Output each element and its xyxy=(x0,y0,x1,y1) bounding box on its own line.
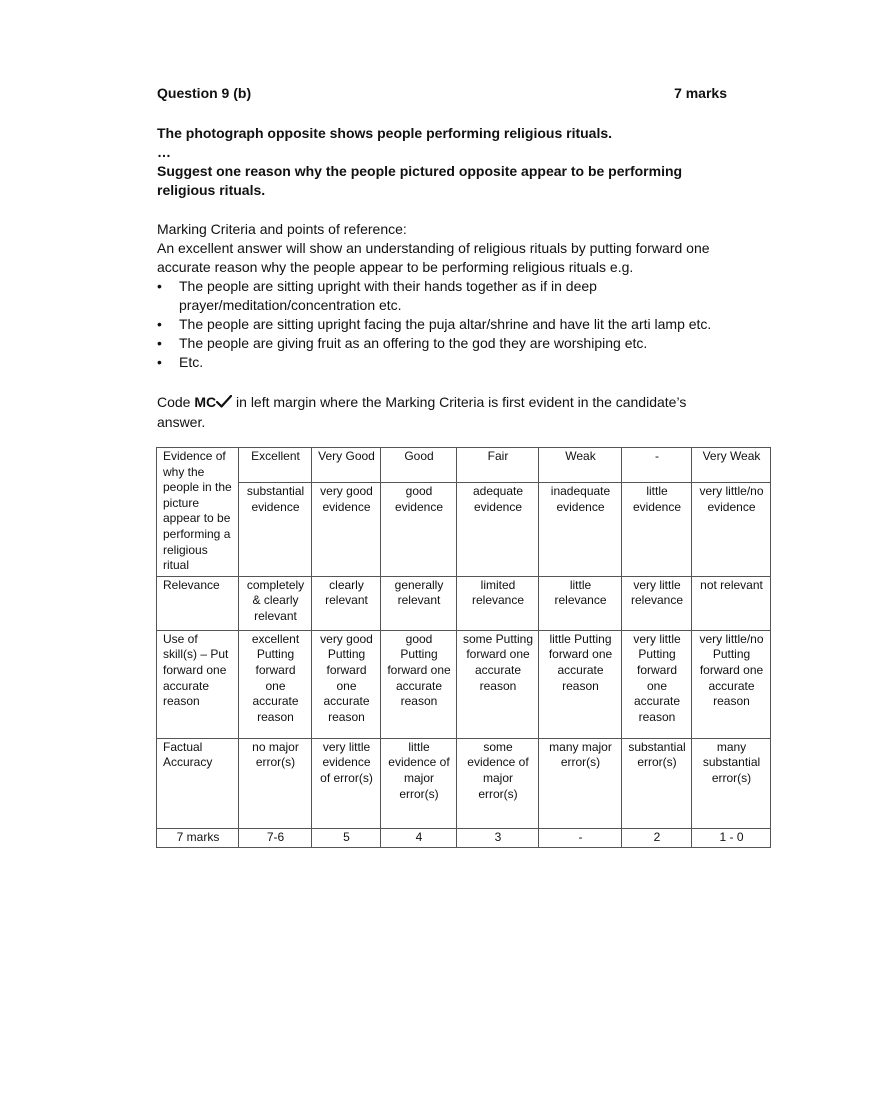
rubric-header-cell: Very Weak xyxy=(692,448,771,483)
rubric-cell: many major error(s) xyxy=(539,738,622,828)
rubric-header-cell: Excellent xyxy=(239,448,312,483)
rubric-cell: not relevant xyxy=(692,576,771,630)
rubric-cell: excellent Putting forward one accurate reason xyxy=(239,630,312,738)
rubric-cell: little Putting forward one accurate reason xyxy=(539,630,622,738)
rubric-cell: substantial error(s) xyxy=(622,738,692,828)
rubric-marks-row xyxy=(157,828,771,848)
rubric-marks-cell: 4 xyxy=(381,828,457,848)
rubric-cell: good Putting forward one accurate reason xyxy=(381,630,457,738)
marking-rubric-table xyxy=(156,447,771,848)
rubric-cell: good evidence xyxy=(381,483,457,576)
rubric-header-cell: Fair xyxy=(457,448,539,483)
question-task: Suggest one reason why the people pictured opposite appear to be performing religious rituals. xyxy=(157,163,683,198)
rubric-accuracy-row xyxy=(157,738,771,828)
rubric-cell: little evidence xyxy=(622,483,692,576)
rubric-cell: completely & clearly relevant xyxy=(239,576,312,630)
rubric-header-cell: Weak xyxy=(539,448,622,483)
rubric-relevance-row xyxy=(157,576,771,630)
criteria-point: • The people are sitting upright with their hands together as if in deep prayer/meditation/concentration etc. xyxy=(179,277,649,315)
rubric-cell: very little Putting forward one accurate reason xyxy=(622,630,692,738)
rubric-cell: little relevance xyxy=(539,576,622,630)
document-page xyxy=(157,84,747,432)
rubric-cell: inadequate evidence xyxy=(539,483,622,576)
criteria-point: • Etc. xyxy=(179,353,747,372)
criteria-intro: An excellent answer will show an understanding of religious rituals by putting forward one accurate reason why the people appear to be performing religious rituals e.g. xyxy=(157,240,710,275)
question-ellipsis: … xyxy=(157,144,171,160)
rubric-cell: very little/no evidence xyxy=(692,483,771,576)
checkmark-icon xyxy=(216,394,232,413)
rubric-cell: very little/no Putting forward one accurate reason xyxy=(692,630,771,738)
rubric-cell: very good Putting forward one accurate reason xyxy=(312,630,381,738)
code-mc: MC xyxy=(194,394,217,410)
rubric-cell: substantial evidence xyxy=(239,483,312,576)
rubric-evidence-label: Evidence of why the people in the picture appear to be performing a religious ritual xyxy=(157,448,239,577)
rubric-cell: limited relevance xyxy=(457,576,539,630)
criteria-heading: Marking Criteria and points of reference: xyxy=(157,221,407,237)
code-instruction xyxy=(157,393,717,432)
rubric-cell: some Putting forward one accurate reason xyxy=(457,630,539,738)
code-prefix: Code xyxy=(157,394,195,410)
rubric-header-cell: - xyxy=(622,448,692,483)
rubric-evidence-row xyxy=(157,483,771,576)
question-marks: 7 marks xyxy=(674,85,727,101)
rubric-row-label: Use of skill(s) – Put forward one accurate reason xyxy=(157,630,239,738)
rubric-cell: no major error(s) xyxy=(239,738,312,828)
rubric-cell: some evidence of major error(s) xyxy=(457,738,539,828)
rubric-row-label: Relevance xyxy=(157,576,239,630)
rubric-marks-cell: 1 - 0 xyxy=(692,828,771,848)
rubric-cell: very good evidence xyxy=(312,483,381,576)
rubric-cell: very little relevance xyxy=(622,576,692,630)
rubric-cell: adequate evidence xyxy=(457,483,539,576)
rubric-skills-row xyxy=(157,630,771,738)
criteria-point: • The people are giving fruit as an offering to the god they are worshiping etc. xyxy=(179,334,747,353)
rubric-marks-cell: 2 xyxy=(622,828,692,848)
rubric-header-cell: Good xyxy=(381,448,457,483)
rubric-cell: generally relevant xyxy=(381,576,457,630)
rubric-cell: clearly relevant xyxy=(312,576,381,630)
rubric-row-label: Factual Accuracy xyxy=(157,738,239,828)
rubric-marks-cell: - xyxy=(539,828,622,848)
rubric-cell: little evidence of major error(s) xyxy=(381,738,457,828)
rubric-marks-cell: 7-6 xyxy=(239,828,312,848)
rubric-marks-cell: 3 xyxy=(457,828,539,848)
marking-criteria xyxy=(157,220,747,372)
criteria-points xyxy=(157,277,747,372)
rubric-marks-cell: 5 xyxy=(312,828,381,848)
rubric-header-cell: Very Good xyxy=(312,448,381,483)
rubric-cell: very little evidence of error(s) xyxy=(312,738,381,828)
question-header xyxy=(157,84,727,102)
criteria-point: • The people are sitting upright facing the puja altar/shrine and have lit the arti lamp etc. xyxy=(179,315,739,334)
question-title: Question 9 (b) xyxy=(157,85,252,101)
rubric-header-row xyxy=(157,448,771,483)
code-suffix: in left margin where the Marking Criteria is first evident in the candidate’s answer. xyxy=(157,394,687,430)
rubric-marks-label: 7 marks xyxy=(157,828,239,848)
question-statement: The photograph opposite shows people performing religious rituals. xyxy=(157,125,613,141)
rubric-cell: many substantial error(s) xyxy=(692,738,771,828)
